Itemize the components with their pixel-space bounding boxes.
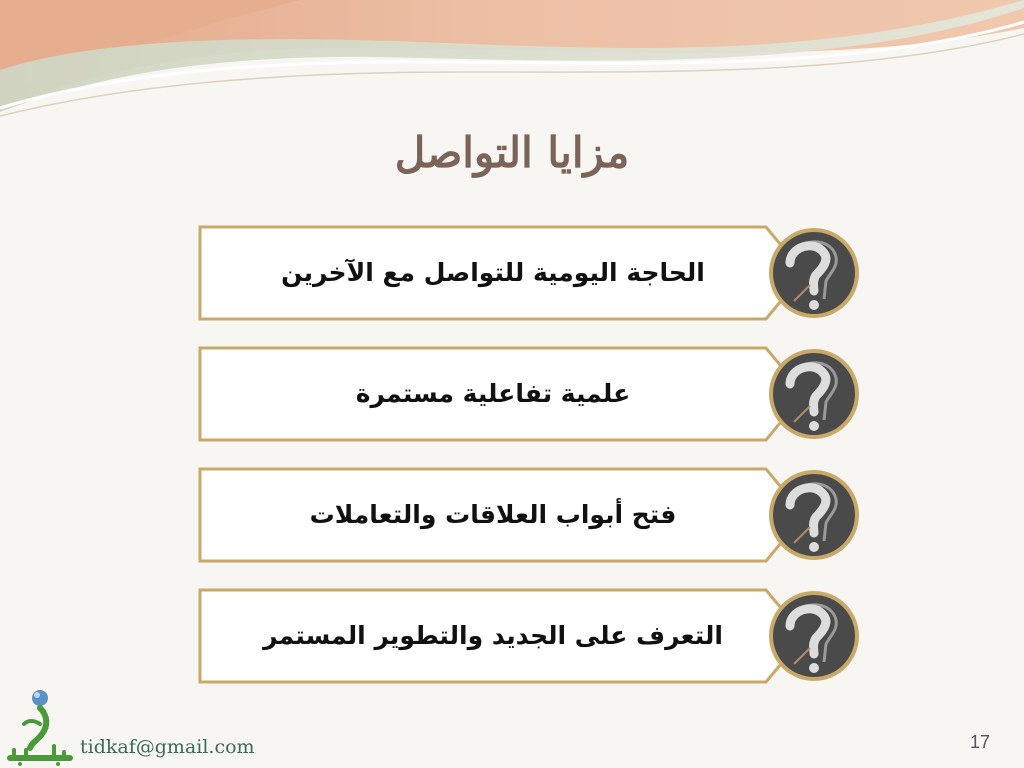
organization-logo-icon: [4, 684, 76, 768]
head-question-icon: [766, 225, 862, 321]
head-question-icon: [766, 588, 862, 684]
item-text: الحاجة اليومية للتواصل مع الآخرين: [281, 258, 705, 287]
list-item-1: [198, 225, 862, 321]
footer-email: tidkaf@gmail.com: [80, 736, 255, 758]
list-item-3: [198, 467, 862, 563]
list-item-4: [198, 588, 862, 684]
item-text: التعرف على الجديد والتطوير المستمر: [263, 621, 723, 650]
list-item-2: [198, 346, 862, 442]
page-number: 17: [969, 732, 990, 752]
item-text: علمية تفاعلية مستمرة: [355, 379, 631, 408]
head-question-icon: [766, 346, 862, 442]
item-text: فتح أبواب العلاقات والتعاملات: [309, 500, 677, 529]
header-swoosh-decoration: [0, 0, 1024, 130]
head-question-icon: [766, 467, 862, 563]
slide-title: مزايا التواصل: [394, 128, 630, 177]
